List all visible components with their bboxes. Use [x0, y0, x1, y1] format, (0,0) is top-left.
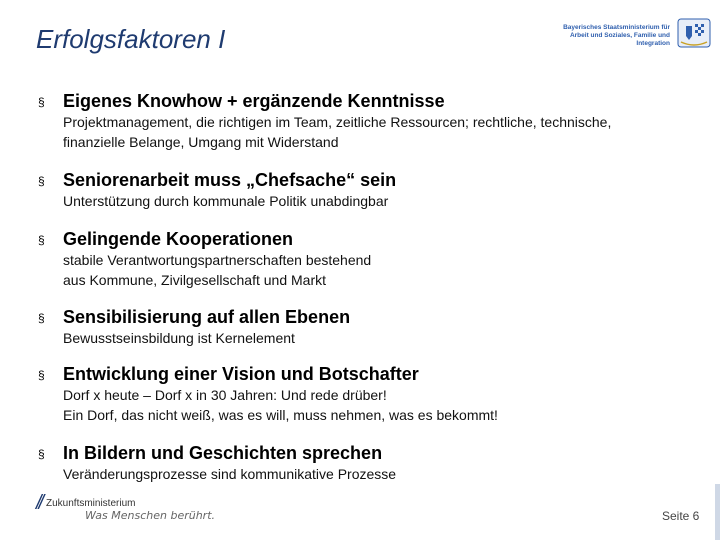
- ministry-line-1: Bayerisches Staatsministerium für: [563, 24, 670, 31]
- bullet-item: [36, 307, 706, 364]
- bullet-heading: Sensibilisierung auf allen Ebenen: [63, 307, 351, 327]
- bullet-heading: Seniorenarbeit muss „Chefsache“ sein: [63, 170, 397, 190]
- detail-line: Dorf x heute – Dorf x in 30 Jahren: Und rede drüber!: [63, 387, 387, 403]
- bullet-item: [36, 91, 706, 170]
- bullet-detail: [36, 112, 706, 152]
- bullet-heading: Entwicklung einer Vision und Botschafter: [63, 364, 419, 384]
- bullet-detail: [36, 464, 706, 484]
- bullet-marker: §: [38, 95, 45, 109]
- bullet-marker: §: [38, 174, 45, 188]
- detail-line: stabile Verantwortungspartnerschaften bestehend: [63, 252, 372, 268]
- bullet-item: [36, 170, 706, 229]
- bullet-item: [36, 443, 706, 484]
- detail-line: Unterstützung durch kommunale Politik unabdingbar: [63, 193, 389, 209]
- bullet-detail: [36, 328, 706, 348]
- detail-line: aus Kommune, Zivilgesellschaft und Markt: [63, 272, 326, 288]
- bullet-detail: [36, 191, 706, 211]
- bullet-item: [36, 229, 706, 307]
- bullet-marker: §: [38, 311, 45, 325]
- bullet-detail: [36, 250, 706, 290]
- bullet-marker: §: [38, 233, 45, 247]
- brand-slash-mark: //: [36, 492, 42, 514]
- bullet-heading: Eigenes Knowhow + ergänzende Kenntnisse: [63, 91, 445, 111]
- footer-accent-bar: [715, 484, 720, 540]
- brand-name: Zukunftsministerium: [46, 498, 136, 509]
- slide-title: Erfolgsfaktoren I: [36, 24, 226, 54]
- bullet-heading: Gelingende Kooperationen: [63, 229, 294, 249]
- bullet-marker: §: [38, 447, 45, 461]
- page-number: Seite 6: [662, 509, 700, 523]
- bullet-list: [36, 91, 706, 484]
- bullet-marker: §: [38, 368, 45, 382]
- bullet-heading: In Bildern und Geschichten sprechen: [63, 443, 383, 463]
- detail-line: Projektmanagement, die richtigen im Team, zeitliche Ressourcen; rechtliche, technische,: [63, 114, 612, 130]
- zukunftsministerium-logo: [36, 492, 226, 522]
- detail-line: finanzielle Belange, Umgang mit Widerstand: [63, 134, 339, 150]
- ministry-name: [536, 24, 670, 48]
- ministry-line-2: Arbeit und Soziales, Familie und Integration: [569, 32, 670, 47]
- detail-line: Bewusstseinsbildung ist Kernelement: [63, 330, 295, 346]
- detail-line: Ein Dorf, das nicht weiß, was es will, muss nehmen, was es bekommt!: [63, 407, 498, 423]
- bullet-detail: [36, 385, 706, 425]
- brand-tagline: Was Menschen berührt.: [85, 509, 216, 522]
- bavarian-crest-icon: [676, 18, 712, 48]
- bullet-item: [36, 364, 706, 443]
- detail-line: Veränderungsprozesse sind kommunikative Prozesse: [63, 466, 397, 482]
